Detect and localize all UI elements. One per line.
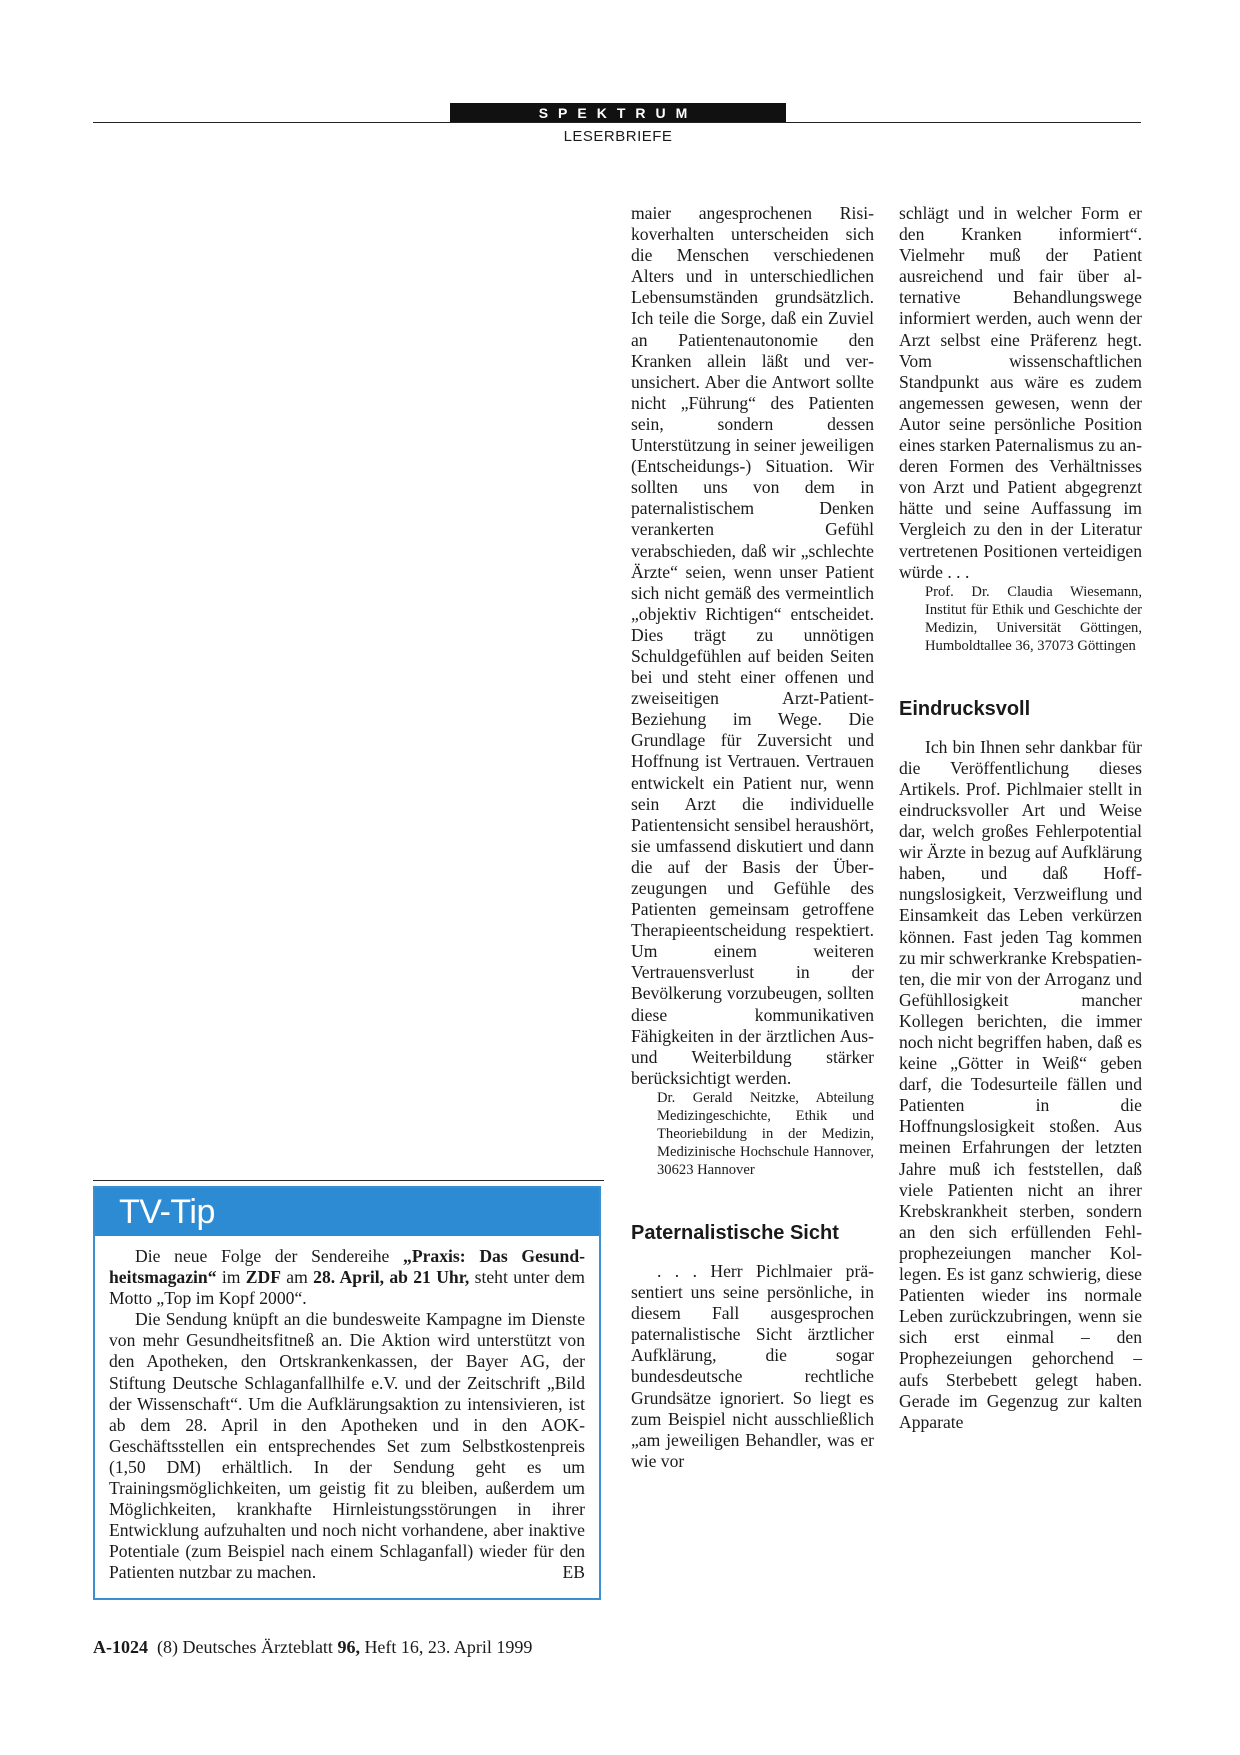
letter-text: . . . Herr Pichlmaier präsentiert uns seine persönliche, in diesem Fall ausgesprochen paternalistische Sicht ärztlicher Aufklärung, die sogar bundesdeutsche rechtliche Grundsätze ignoriert. So liegt es zum Beispiel nicht ausschließlich „am jeweiligen Behandler, was er wie vor (631, 1260, 874, 1471)
tvtip-body (95, 1236, 599, 1584)
page-number: A-1024 (93, 1637, 148, 1657)
tvtip-title: TV-Tip (95, 1188, 599, 1236)
letter-signature: Dr. Gerald Neitzke, Abteilung Medizingeschichte, Ethik und Theoriebildung in der Medizin, Medizinische Hochschule Hannover, 30623 Hannover (657, 1089, 874, 1178)
letter-heading: Paternalistische Sicht (631, 1221, 839, 1244)
header-rule (93, 122, 1141, 123)
page-footer: A-1024 (8) Deutsches Ärzteblatt 96, Heft 16, 23. April 1999 (93, 1637, 533, 1657)
letter-text: maier angesprochenen Risikoverhalten unterscheiden sich die Menschen verschiedenen Alters und in unterschiedlichen Lebensumständen grundsätzlich. Ich teile die Sorge, daß ein Zuviel an Patientenautonomie den Kranken allein läßt und verunsichert. Aber die Antwort sollte nicht „Führung“ des Patienten sein, sondern dessen Unterstützung in seiner jeweiligen (Entscheidungs-) Situation. Wir sollten uns von dem in paternalistischem Denken verankerten Gefühl verabschieden, daß wir „schlechte Ärzte“ seien, wenn unser Patient sich nicht gemäß des vermeintlich „objektiv Richtigen“ entscheidet. Dies trägt zu unnötigen Schuldgefühlen auf beiden Seiten bei und steht einer offenen und zweiseitigen Arzt-Patient-Beziehung im Wege. Die Grundlage für Zuversicht und Hoffnung ist Vertrauen. Vertrauen entwickelt ein Patient nur, wenn sein Arzt die individuelle Patientensicht sensibel heraushört, sie umfassend diskutiert und dann die auf der Basis der Überzeugungen und Gefühle des Patienten gemeinsam getroffene Therapieentscheidung respektiert. Um einem weiteren Vertrauensverlust in der Bevölkerung vorzubeugen, sollten diese kommunikativen Fähigkeiten in der ärztlichen Aus- und Weiterbildung stärker berücksichtigt werden. (631, 203, 874, 1088)
letter-signature: Prof. Dr. Claudia Wiesemann, Institut für Ethik und Geschichte der Medizin, Universität Göttingen, Humboldtallee 36, 37073 Göttingen (925, 583, 1142, 654)
section-title: LESERBRIEFE (563, 128, 673, 145)
tvtip-author: EB (562, 1562, 585, 1583)
column-middle (631, 203, 874, 1472)
column-right (899, 203, 1142, 1433)
section-kicker: SPEKTRUM (450, 103, 786, 123)
letter-text: Ich bin Ihnen sehr dankbar für die Veröffentlichung dieses Artikels. Prof. Pichlmaier stellt in eindrucksvoller Art und Weise dar, welch großes Fehlerpotential wir Ärzte in bezug auf Aufklärung haben, und daß Hoffnungslosigkeit, Verzweiflung und Einsamkeit das Leben verkürzen können. Fast jeden Tag kommen zu mir schwerkranke Krebspatienten, die mir von der Arroganz und Gefühllosigkeit mancher Kollegen berichten, die immer noch nicht begriffen haben, daß es keine „Götter in Weiß“ geben darf, die Todesurteile fällen und Patienten in die Hoffnungslosigkeit stoßen. Aus meinen Erfahrungen der letzten Jahre muß ich feststellen, daß viele Patienten nicht an ihrer Krebskrankheit sterben, sondern an den sich erfüllenden Fehlprophezeiungen mancher Kollegen. Es ist ganz schwierig, diese Patienten wieder ins normale Leben zurückzubringen, wenn sie sich erst einmal – den Prophezeiungen gehorchend – aufs Sterbebett gelegt haben. Gerade im Gegenzug zur kalten Apparate (899, 736, 1142, 1432)
letter-text: schlägt und in welcher Form er den Kranken informiert“. Vielmehr muß der Patient ausreichend und fair über alternative Behandlungswege informiert werden, auch wenn der Arzt selbst eine Präferenz hegt. Vom wissenschaftlichen Standpunkt aus wäre es zudem angemessen gewesen, wenn der Autor seine persönliche Position eines starken Paternalismus zu anderen Formen des Verhältnisses von Arzt und Patient abgegrenzt hätte und seine Auffassung im Vergleich zu den in der Literatur vertretenen Positionen verteidigen würde . . . (899, 203, 1142, 582)
letter-heading: Eindrucksvoll (899, 697, 1031, 720)
tvtip-paragraph: Die Sendung knüpft an die bundesweite Kampagne im Dienste von mehr Gesundheitsfitneß an. Die Aktion wird unterstützt von den Apotheken, den Ortskrankenkassen, der Bayer AG, der Stiftung Deutsche Schlaganfallhilfe e.V. und der Zeitschrift „Bild der Wissenschaft“. Um die Aufklärungsaktion zu intensivieren, ist ab dem 28. April in den Apotheken und in den AOK-Geschäftsstellen ein entsprechendes Set zum Selbstkostenpreis (1,50 DM) erhältlich. In der Sendung geht es um Trainingsmöglichkeiten, um geistig fit zu bleiben, außerdem um Möglichkeiten, krankhafte Hirnleistungsstörungen in ihrer Entwicklung aufzuhalten und noch nicht vorhandene, aber inaktive Potentiale (zum Beispiel nach einem Schlaganfall) wieder für den Patienten nutzbar zu machen. EB (109, 1309, 585, 1583)
tvtip-paragraph: Die neue Folge der Sendereihe „Praxis: Das Gesundheitsmagazin“ im ZDF am 28. April, ab 21 Uhr, steht unter dem Motto „Top im Kopf 2000“. (109, 1246, 585, 1309)
tvtip-box (93, 1186, 601, 1600)
tvtip-rule (93, 1180, 604, 1181)
